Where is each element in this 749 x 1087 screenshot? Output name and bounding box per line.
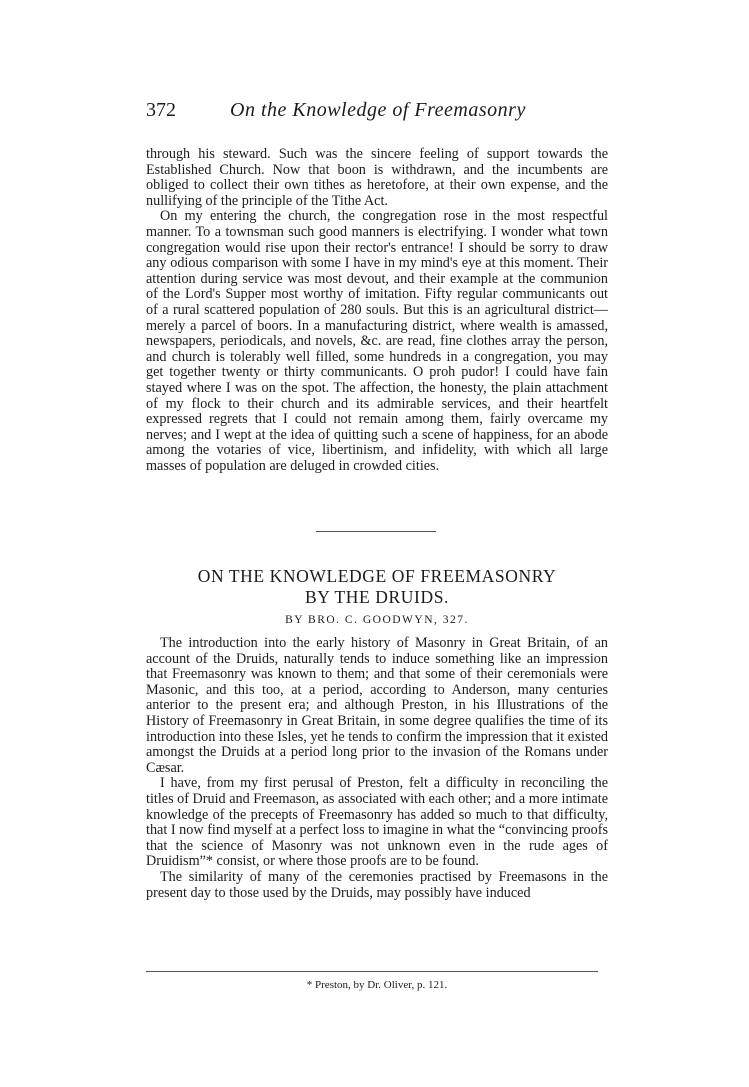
article-title-line-2: BY THE DRUIDS. [304, 587, 450, 607]
paragraph: through his steward. Such was the sincere feeling of support towards the Established Church. Now that boon is withdrawn, and the incumbents are obliged to collect their own tithes as heretofore, at their own expense, and the nullifying of the principle of the Tithe Act. [146, 146, 608, 209]
article-body [146, 636, 608, 901]
article-title-line-1: ON THE KNOWLEDGE OF FREEMASONRY [197, 566, 557, 586]
paragraph: I have, from my first perusal of Preston, felt a difficulty in reconciling the titles of Druid and Freemason, as associated with each other; and a more intimate knowledge of the precepts of Freemasonry has added so much to that difficulty, that I now find myself at a perfect loss to imagine in what the “convincing proofs that the science of Masonry was not unknown even in the rude ages of Druidism”* consist, or where those proofs are to be found. [146, 775, 608, 870]
footnote: * Preston, by Dr. Oliver, p. 121. [306, 979, 448, 991]
section-divider [316, 531, 436, 532]
running-title: On the Knowledge of Freemasonry [230, 99, 526, 121]
paragraph: On my entering the church, the congregation rose in the most respectful manner. To a townsman such good manners is electrifying. I wonder what town congregation would rise upon their rector's entrance! I should be sorry to draw any odious comparison with some I have in my mind's eye at this moment. Their attention during service was most devout, and their example at the communion of the Lord's Supper most worthy of imitation. Fifty regular communicants out of a rural scattered population of 280 souls. But this is an agricultural district—merely a parcel of boors. In a manufacturing district, where wealth is amassed, newspapers, periodicals, and novels, &c. are read, fine clothes array the person, and church is tolerably well filled, some hundreds in a congregation, you may get together twenty or thirty communicants. O proh pudor! I could have fain stayed where I was on the spot. The affection, the honesty, the plain attachment of my flock to their church and its admirable services, and their heartfelt expressed regrets that I could not remain among them, fairly overcame my nerves; and I wept at the idea of quitting such a scene of happiness, for an abode among the votaries of vice, libertinism, and infidelity, with which all large masses of population are deluged in crowded cities. [146, 208, 608, 474]
page-number: 372 [146, 99, 176, 121]
footnote-rule [146, 971, 598, 972]
article-byline: BY BRO. C. GOODWYN, 327. [285, 614, 469, 626]
paragraph: The introduction into the early history of Masonry in Great Britain, of an account of the Druids, naturally tends to induce something like an impression that Freemasonry was known to them; and that some of their ceremonials were Masonic, and this too, at a period, according to Anderson, many centuries anterior to the present era; and although Preston, in his Illustrations of the History of Freemasonry in Great Britain, in some degree qualifies the time of its introduction into these Isles, yet he tends to confirm the impression that it existed amongst the Druids at a period long prior to the invasion of the Romans under Cæsar. [146, 635, 608, 776]
previous-article-text [146, 147, 608, 474]
paragraph: The similarity of many of the ceremonies practised by Freemasons in the present day to those used by the Druids, may possibly have induced [146, 868, 608, 901]
page-header [146, 99, 606, 125]
